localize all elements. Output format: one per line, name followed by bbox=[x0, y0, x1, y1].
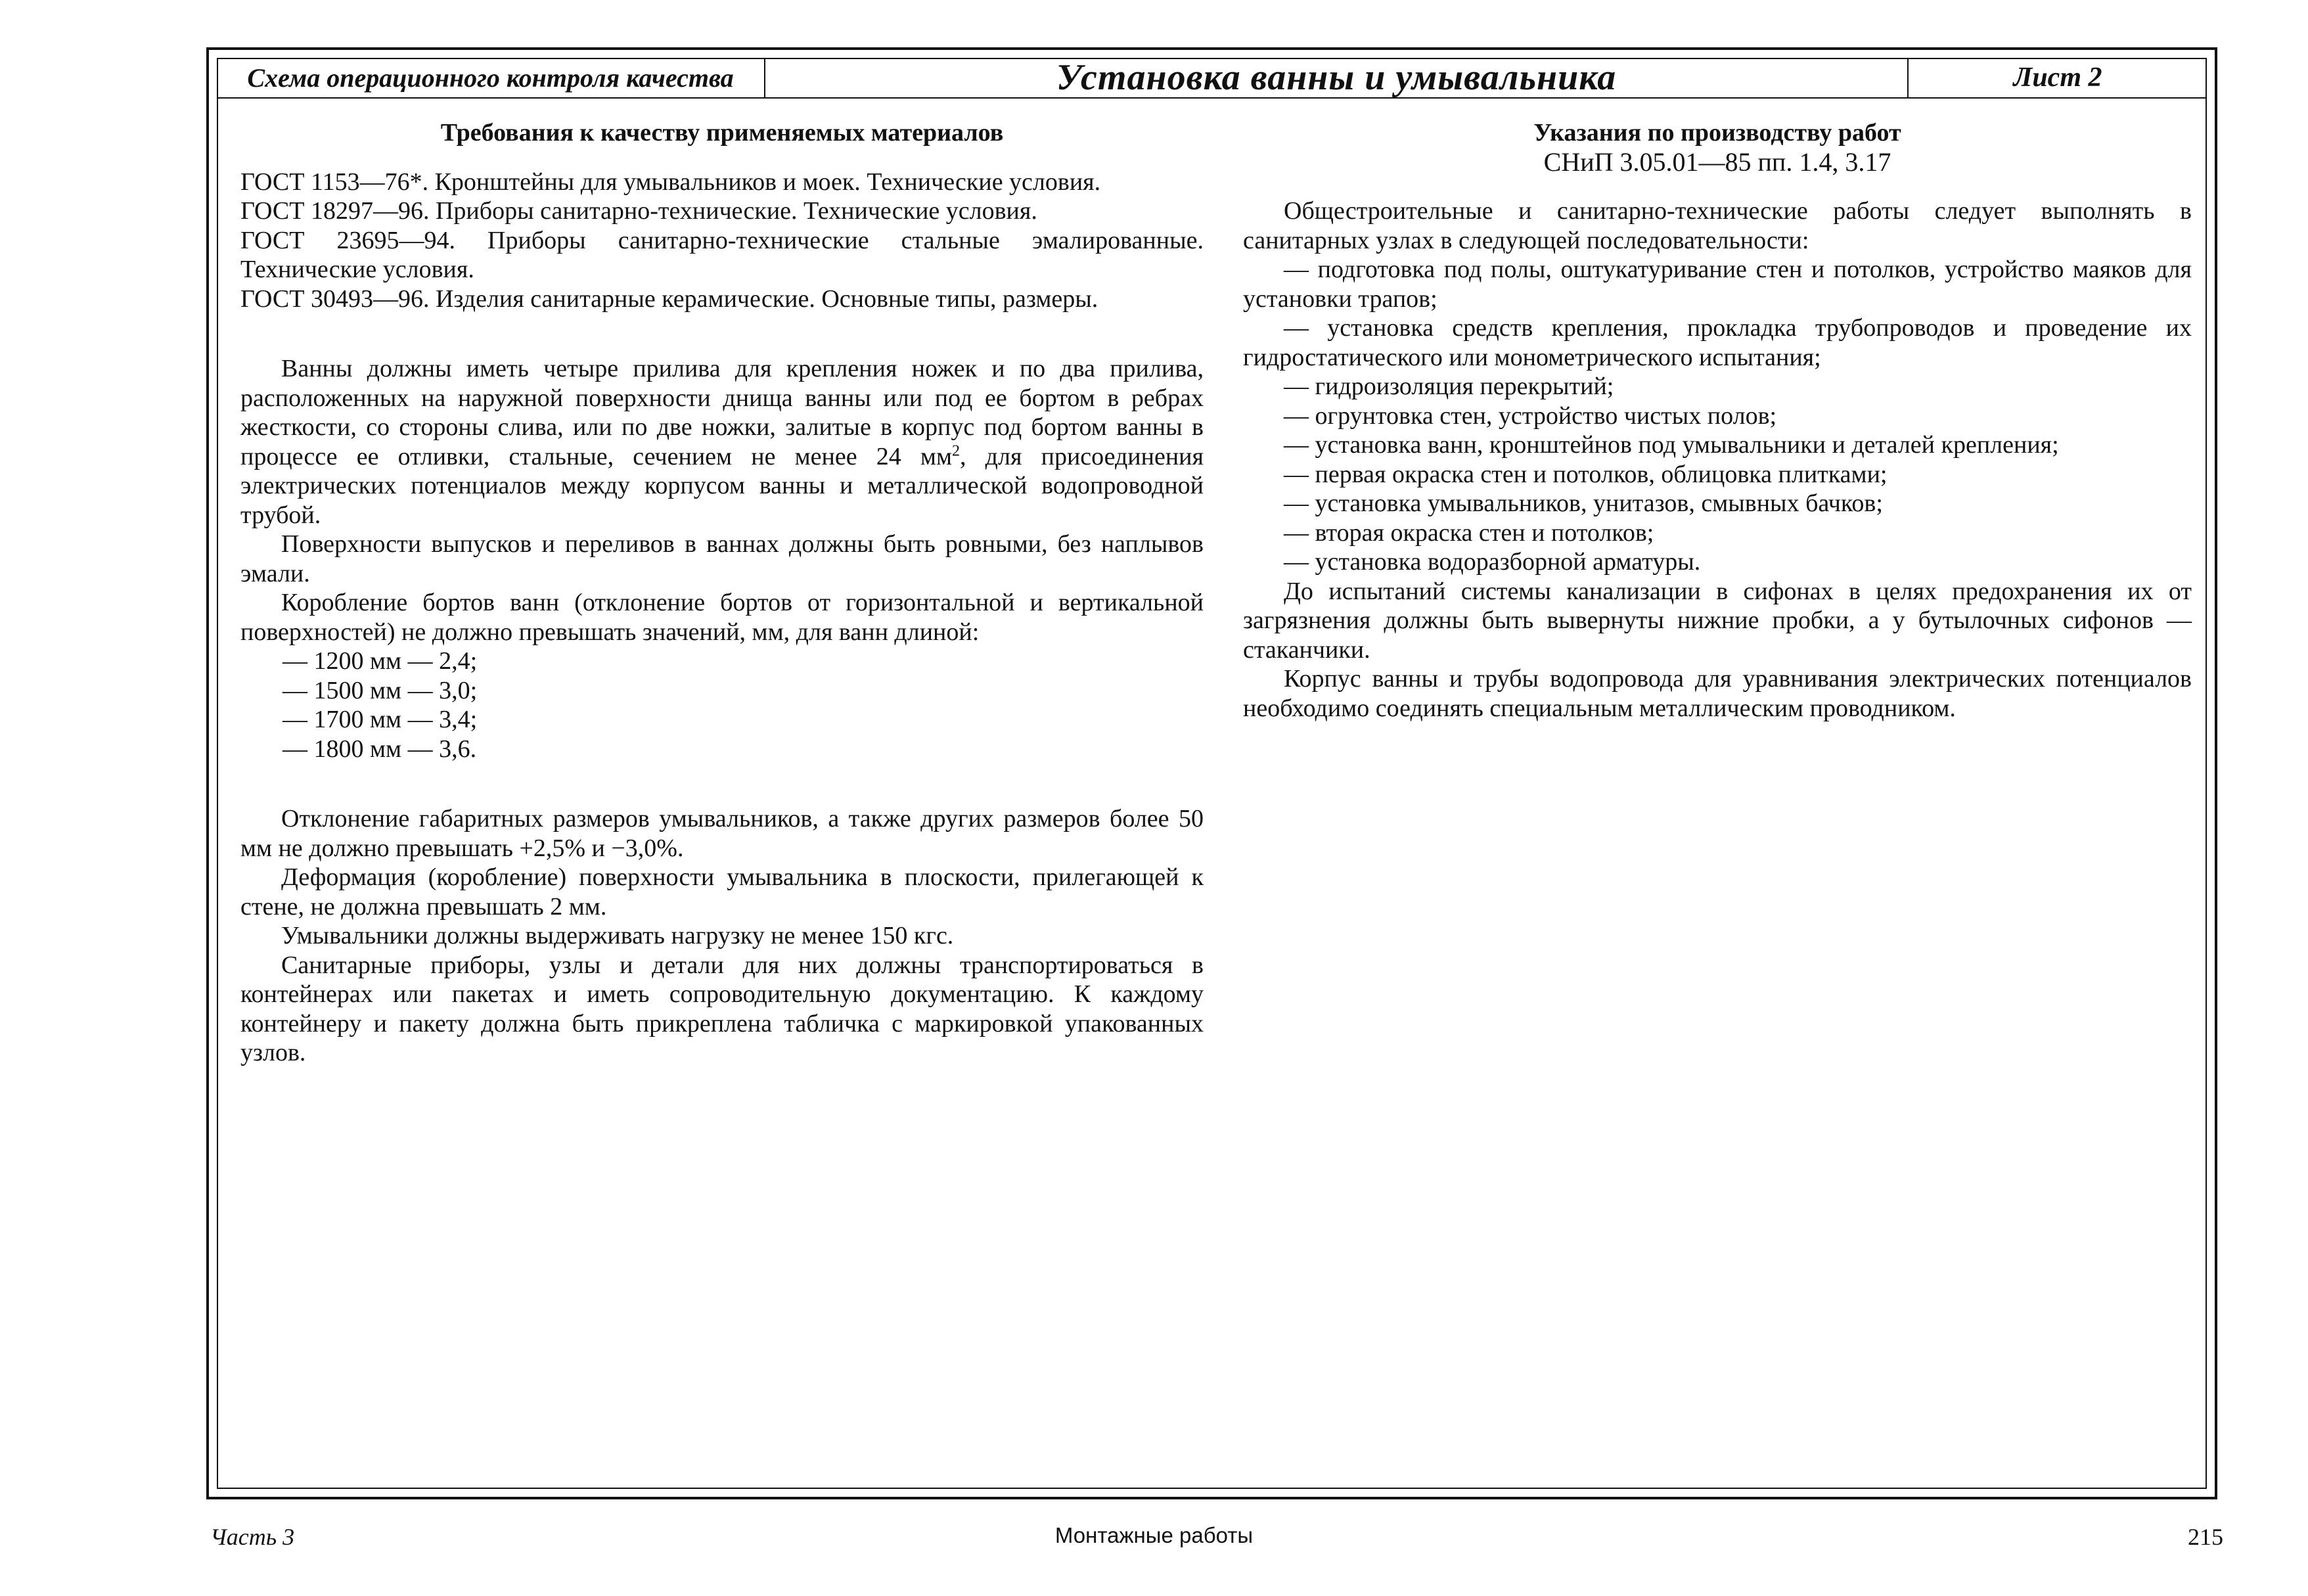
sequence-item: — подготовка под полы, оштукатуривание стен и потолков, устройство маяков для установки трапов; bbox=[1243, 256, 2192, 313]
footer-part: Часть 3 bbox=[210, 1524, 295, 1550]
load-paragraph: Умывальники должны выдерживать нагрузку не менее 150 кгс. bbox=[281, 922, 954, 949]
sequence-intro-paragraph: Общестроительные и санитарно-технические работы следует выполнять в санитарных узлах в следующей последовательности: bbox=[1243, 197, 2192, 254]
sequence-item: — первая окраска стен и потолков, облицовка плитками; bbox=[1284, 460, 1888, 488]
document-title: Установка ванны и умывальника bbox=[765, 58, 1909, 97]
footer-section: Монтажные работы bbox=[1054, 1523, 1254, 1547]
scheme-label: Схема операционного контроля качества bbox=[217, 58, 765, 97]
materials-heading: Требования к качеству применяемых материалов bbox=[440, 119, 1004, 147]
snip-reference: СНиП 3.05.01—85 пп. 1.4, 3.17 bbox=[1543, 147, 1891, 177]
outlet-surface-paragraph: Поверхности выпусков и переливов в ваннах должны быть ровными, без наплывов эмали. bbox=[240, 530, 1204, 587]
header-table bbox=[217, 58, 2207, 99]
sequence-item: — гидроизоляция перекрытий; bbox=[1284, 373, 1614, 400]
warping-limit-item: — 1200 мм — 2,4; bbox=[283, 647, 478, 675]
warping-limit-item: — 1500 мм — 3,0; bbox=[283, 676, 478, 704]
bath-lugs-paragraph: Ванны должны иметь четыре прилива для крепления ножек и по два прилива, расположенных на наружной поверхности днища ванны или под ее бортом в ребрах жесткости, со стороны слива, или по две ножки, залитые в корпус под бортом ванны в процессе ее отливки, стальные, сечением не менее 24 $мм^2$, для присоединения электрических потенциалов между корпусом ванны и металлической водопроводной трубой. bbox=[240, 355, 1204, 529]
gost-item: ГОСТ 1153—76*. Кронштейны для умывальников и моек. Технические условия. bbox=[240, 168, 1101, 196]
sequence-item: — установка ванн, кронштейнов под умывальники и деталей крепления; bbox=[1284, 431, 2059, 459]
dimension-deviation-paragraph: Отклонение габаритных размеров умывальников, а также других размеров более 50 мм не должно превышать +2,5% и −3,0%. bbox=[240, 805, 1204, 862]
sheet-number: Лист 2 bbox=[2013, 62, 2102, 93]
sequence-item: — установка умывальников, унитазов, смывных бачков; bbox=[1284, 490, 1883, 517]
page-number: 215 bbox=[2188, 1524, 2223, 1550]
work-instructions-column bbox=[1243, 118, 2192, 723]
sequence-item: — установка водоразборной арматуры. bbox=[1284, 548, 1701, 576]
sequence-item: — огрунтовка стен, устройство чистых полов; bbox=[1284, 401, 1777, 430]
sequence-item: — вторая окраска стен и потолков; bbox=[1284, 518, 1654, 547]
gost-item: ГОСТ 30493—96. Изделия санитарные керамические. Основные типы, размеры. bbox=[240, 285, 1098, 313]
sequence-item: — установка средств крепления, прокладка трубопроводов и проведение их гидростатического или монометрического испытания; bbox=[1243, 314, 2192, 371]
gost-item: ГОСТ 23695—94. Приборы санитарно-технические стальные эмалированные. Технические условия. bbox=[240, 226, 1204, 283]
transport-paragraph: Санитарные приборы, узлы и детали для них должны транспортироваться в контейнерах или пакетах и иметь сопроводительную документацию. К каждому контейнеру и пакету должна быть прикреплена табличка с маркировкой упакованных узлов. bbox=[240, 951, 1204, 1066]
gost-item: ГОСТ 18297—96. Приборы санитарно-технические. Технические условия. bbox=[240, 197, 1037, 225]
warping-paragraph: Коробление бортов ванн (отклонение бортов от горизонтальной и вертикальной поверхностей) не должно превышать значений, мм, для ванн длиной: bbox=[240, 589, 1204, 646]
materials-requirements-column bbox=[240, 118, 1204, 1068]
instructions-heading: Указания по производству работ bbox=[1533, 119, 1901, 147]
deformation-paragraph: Деформация (коробление) поверхности умывальника в плоскости, прилегающей к стене, не должна превышать 2 мм. bbox=[240, 863, 1204, 921]
siphon-paragraph: До испытаний системы канализации в сифонах в целях предохранения их от загрязнения должны быть вывернуты нижние пробки, а у бутылочных сифонов — стаканчики. bbox=[1243, 577, 2192, 664]
warping-limit-item: — 1700 мм — 3,4; bbox=[283, 706, 478, 733]
warping-limit-item: — 1800 мм — 3,6. bbox=[283, 735, 477, 763]
grounding-paragraph: Корпус ванны и трубы водопровода для уравнивания электрических потенциалов необходимо соединять специальным металлическим проводником. bbox=[1243, 665, 2192, 722]
